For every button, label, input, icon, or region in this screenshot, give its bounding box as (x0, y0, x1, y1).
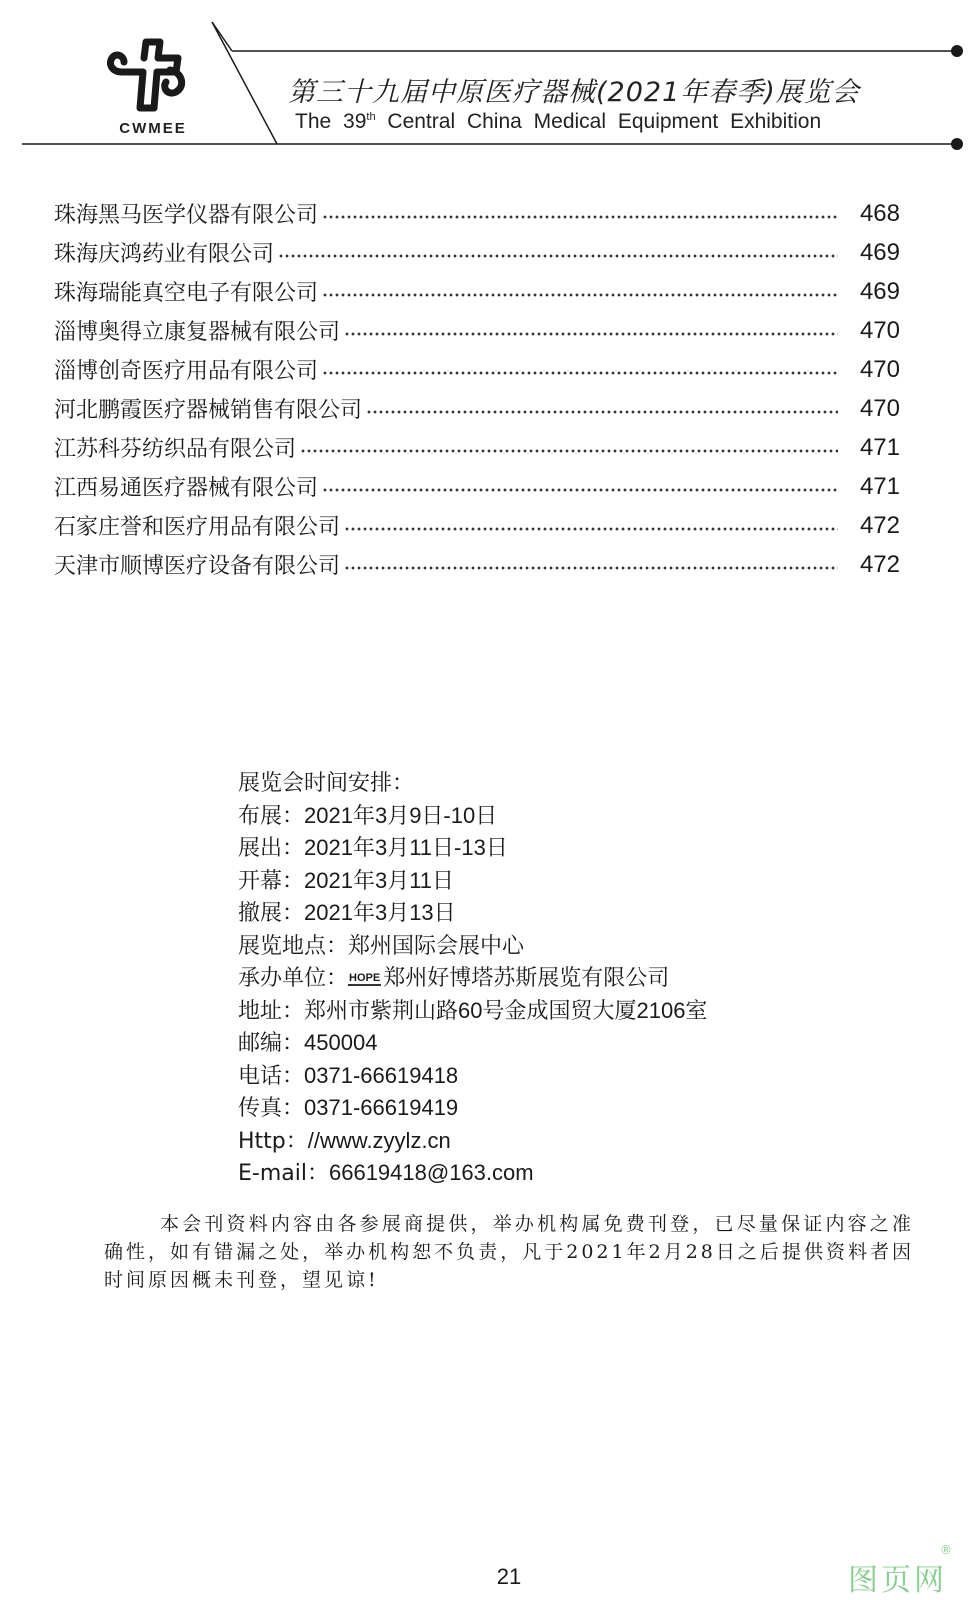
exhibition-info (238, 766, 878, 1189)
toc-leader-dots (322, 371, 838, 375)
toc-entry-name: 江西易通医疗器械有限公司 (54, 476, 319, 501)
info-label: 邮编： (238, 1031, 305, 1056)
info-line-setup (238, 799, 878, 832)
toc-page-number: 471 (859, 433, 900, 461)
toc-row (54, 545, 900, 584)
info-label: 展览地点： (238, 933, 349, 959)
toc-row (54, 272, 900, 311)
page-header (0, 0, 970, 160)
info-label: E-mail： (238, 1161, 329, 1186)
cwmee-logo-icon (110, 42, 181, 108)
info-value: 2021年3月9日-10日 (304, 802, 498, 828)
info-line-phone (238, 1059, 878, 1092)
info-value: 2021年3月13日 (304, 900, 456, 925)
toc-leader-dots (300, 449, 838, 453)
info-value: 郑州国际会展中心 (348, 932, 525, 958)
info-label: 电话： (238, 1063, 305, 1089)
title-en-sup: th (366, 111, 376, 123)
schedule-heading: 展览会时间安排： (238, 771, 415, 796)
toc-page-number: 472 (859, 511, 900, 539)
info-line-opening (238, 864, 878, 897)
info-line-address (238, 994, 878, 1027)
info-label: 展出： (238, 836, 305, 861)
toc-entry-name: 珠海瑞能真空电子有限公司 (54, 281, 319, 306)
toc-row (54, 194, 900, 233)
info-label: 撤展： (238, 901, 305, 926)
toc-row (54, 467, 900, 506)
toc-row (54, 506, 900, 545)
info-value: 2021年3月11日 (304, 867, 455, 893)
exhibition-title-cn: 第三十九届中原医疗器械(2021年春季)展览会 (288, 77, 860, 108)
exhibition-title-en (295, 110, 935, 134)
info-value: 450004 (304, 1030, 378, 1055)
toc-page-number: 470 (859, 316, 900, 344)
info-label: 承办单位： (238, 966, 349, 991)
toc-page-number: 469 (859, 238, 900, 266)
toc-entry-name: 河北鹏霞医疗器械销售有限公司 (54, 398, 363, 423)
toc-leader-dots (344, 527, 838, 531)
info-value: 2021年3月11日-13日 (304, 835, 508, 860)
title-en-prefix: The 39 (295, 110, 367, 133)
toc-row (54, 350, 900, 389)
page-number: 21 (496, 1564, 522, 1589)
info-label: 地址： (238, 998, 305, 1024)
toc-page-number: 471 (859, 472, 900, 500)
toc-leader-dots (322, 215, 838, 219)
registered-mark-icon: ® (940, 1543, 952, 1557)
toc-entry-name: 天津市顺博医疗设备有限公司 (54, 554, 341, 579)
toc-row (54, 389, 900, 428)
toc-entry-name: 淄博奥得立康复器械有限公司 (54, 320, 341, 345)
hope-logo-icon: HOPE (349, 972, 381, 984)
watermark-text: 图页网 (848, 1563, 947, 1598)
info-value: 0371-66619419 (304, 1095, 459, 1120)
logo-text: CWMEE (119, 120, 187, 137)
info-label: 传真： (238, 1096, 305, 1121)
toc-row (54, 311, 900, 350)
toc-entry-name: 珠海黑马医学仪器有限公司 (54, 203, 319, 228)
info-label: 开幕： (238, 868, 305, 894)
toc-page-number: 468 (859, 199, 900, 227)
info-line-venue (238, 929, 878, 962)
toc-row (54, 428, 900, 467)
toc-entry-name: 珠海庆鸿药业有限公司 (54, 242, 275, 267)
toc-entry-name: 淄博创奇医疗用品有限公司 (54, 359, 319, 384)
toc-row (54, 233, 900, 272)
info-value: 0371-66619418 (304, 1062, 459, 1088)
info-value: 郑州好博塔苏斯展览有限公司 (383, 965, 670, 990)
toc-page-number: 469 (859, 277, 900, 305)
toc-leader-dots (344, 566, 838, 570)
info-line-organizer (238, 961, 878, 994)
info-line-fax (238, 1091, 878, 1124)
title-en-suffix: Central China Medical Equipment Exhibition (375, 110, 822, 133)
toc-entry-name: 石家庄誉和医疗用品有限公司 (54, 515, 341, 540)
toc-leader-dots (322, 293, 838, 297)
watermark (848, 1543, 962, 1598)
toc-page-number: 470 (859, 355, 900, 383)
info-line-postcode (238, 1026, 878, 1059)
toc-page-number: 472 (859, 550, 900, 578)
info-label: Http： (238, 1128, 308, 1154)
toc-leader-dots (366, 410, 838, 414)
toc-leader-dots (344, 332, 838, 336)
info-line-website (238, 1124, 878, 1157)
info-value: 66619418@163.com (328, 1160, 534, 1185)
toc-leader-dots (322, 488, 838, 492)
info-value: //www.zyylz.cn (307, 1127, 451, 1153)
info-line-email (238, 1156, 878, 1189)
toc-page-number: 470 (859, 394, 900, 422)
disclaimer-paragraph: 本会刊资料内容由各参展商提供，举办机构属免费刊登，已尽量保证内容之准确性，如有错漏之处，举办机构恕不负责，凡于2021年2月28日之后提供资料者因时间原因概未刊登，望见谅! (104, 1213, 914, 1291)
info-line-show (238, 831, 878, 864)
toc-entry-name: 江苏科芬纺织品有限公司 (54, 437, 297, 462)
info-value: 郑州市紫荆山路60号金成国贸大厦2106室 (304, 997, 708, 1023)
info-label: 布展： (238, 803, 305, 829)
table-of-contents (54, 194, 900, 584)
toc-leader-dots (278, 254, 838, 258)
info-line-teardown (238, 896, 878, 929)
